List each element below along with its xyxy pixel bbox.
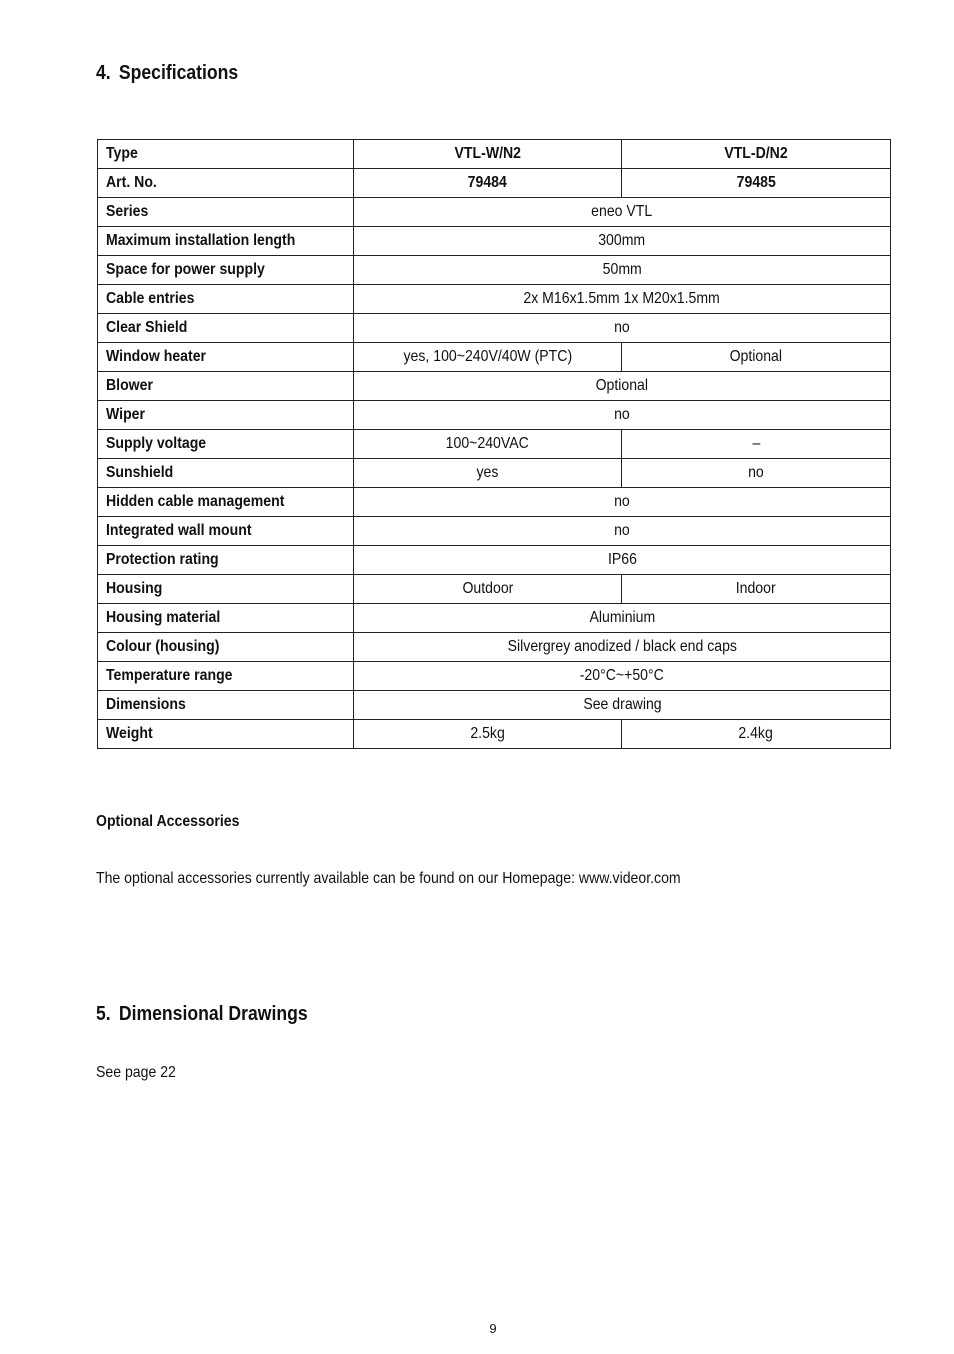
table-row xyxy=(98,633,891,662)
row-value-2: Indoor xyxy=(622,575,891,604)
row-value-2: no xyxy=(622,459,891,488)
row-value: no xyxy=(354,401,891,430)
table-row xyxy=(98,343,891,372)
table-row xyxy=(98,691,891,720)
row-label: Type xyxy=(98,140,354,169)
section-4-number: 4. xyxy=(96,62,111,84)
row-value: 300mm xyxy=(354,227,891,256)
row-label: Window heater xyxy=(98,343,354,372)
row-value: Aluminium xyxy=(354,604,891,633)
row-value: Optional xyxy=(354,372,891,401)
page-number: 9 xyxy=(489,1321,497,1336)
table-row xyxy=(98,227,891,256)
table-row xyxy=(98,430,891,459)
model-header-2: VTL-D/N2 xyxy=(622,140,891,169)
see-page-text: See page 22 xyxy=(96,1064,176,1081)
art-no-2: 79485 xyxy=(622,169,891,198)
table-row xyxy=(98,198,891,227)
row-label: Protection rating xyxy=(98,546,354,575)
accessories-heading: Optional Accessories xyxy=(96,813,240,830)
row-label: Weight xyxy=(98,720,354,749)
table-row xyxy=(98,575,891,604)
row-value: no xyxy=(354,517,891,546)
row-value: -20°C~+50°C xyxy=(354,662,891,691)
row-value-1: yes, 100~240V/40W (PTC) xyxy=(354,343,622,372)
row-label: Sunshield xyxy=(98,459,354,488)
row-label: Housing xyxy=(98,575,354,604)
row-value: See drawing xyxy=(354,691,891,720)
table-row xyxy=(98,459,891,488)
table-row-art-no xyxy=(98,169,891,198)
row-label: Dimensions xyxy=(98,691,354,720)
row-label: Space for power supply xyxy=(98,256,354,285)
specifications-table-body xyxy=(98,140,891,749)
table-row xyxy=(98,285,891,314)
table-row xyxy=(98,314,891,343)
table-row xyxy=(98,546,891,575)
row-value: 2x M16x1.5mm 1x M20x1.5mm xyxy=(354,285,891,314)
row-value: Silvergrey anodized / black end caps xyxy=(354,633,891,662)
row-label: Integrated wall mount xyxy=(98,517,354,546)
row-value: IP66 xyxy=(354,546,891,575)
table-row-type xyxy=(98,140,891,169)
section-5-title: Dimensional Drawings xyxy=(118,1003,308,1025)
row-label: Housing material xyxy=(98,604,354,633)
table-row xyxy=(98,604,891,633)
row-value-2: – xyxy=(622,430,891,459)
row-label: Wiper xyxy=(98,401,354,430)
table-row xyxy=(98,372,891,401)
row-value-1: 100~240VAC xyxy=(354,430,622,459)
row-label: Supply voltage xyxy=(98,430,354,459)
row-value: eneo VTL xyxy=(354,198,891,227)
model-header-1: VTL-W/N2 xyxy=(354,140,622,169)
row-value-1: 2.5kg xyxy=(354,720,622,749)
row-label: Cable entries xyxy=(98,285,354,314)
row-label: Series xyxy=(98,198,354,227)
row-value: no xyxy=(354,488,891,517)
section-4-title: Specifications xyxy=(118,62,239,84)
section-4-heading xyxy=(96,62,238,85)
table-row xyxy=(98,720,891,749)
table-row xyxy=(98,662,891,691)
section-5-heading xyxy=(96,1003,308,1026)
row-value-2: Optional xyxy=(622,343,891,372)
art-no-1: 79484 xyxy=(354,169,622,198)
table-row xyxy=(98,401,891,430)
row-value: no xyxy=(354,314,891,343)
row-value: 50mm xyxy=(354,256,891,285)
section-5-number: 5. xyxy=(96,1003,111,1025)
row-value-1: Outdoor xyxy=(354,575,622,604)
row-label: Maximum installation length xyxy=(98,227,354,256)
row-value-1: yes xyxy=(354,459,622,488)
table-row xyxy=(98,517,891,546)
row-label: Art. No. xyxy=(98,169,354,198)
table-row xyxy=(98,488,891,517)
row-label: Hidden cable management xyxy=(98,488,354,517)
table-row xyxy=(98,256,891,285)
row-label: Clear Shield xyxy=(98,314,354,343)
accessories-text: The optional accessories currently available can be found on our Homepage: www.videor.com xyxy=(96,870,681,887)
row-value-2: 2.4kg xyxy=(622,720,891,749)
row-label: Colour (housing) xyxy=(98,633,354,662)
row-label: Blower xyxy=(98,372,354,401)
row-label: Temperature range xyxy=(98,662,354,691)
specifications-table xyxy=(97,139,891,749)
